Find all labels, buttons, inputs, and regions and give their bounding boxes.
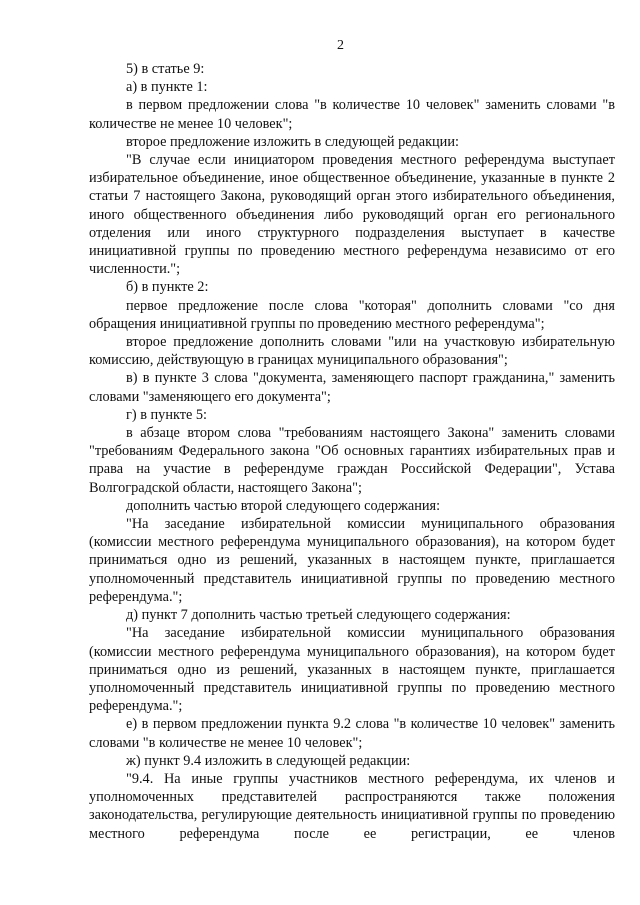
paragraph: д) пункт 7 дополнить частью третьей следующего содержания:	[126, 607, 511, 624]
paragraph: а) в пункте 1:	[126, 79, 208, 96]
paragraph: в абзаце втором слова "требованиям настоящего Закона" заменить словами "требованиям Федерального закона "Об основных гарантиях избирательных прав и права на участие в референдуме граждан Российской Федерации", Устава Волгоградской области, настоящего Закона";	[89, 425, 615, 496]
paragraph: первое предложение после слова "которая" дополнить словами "со дня обращения инициативной группы по проведению местного референдума";	[89, 297, 615, 332]
paragraph: ж) пункт 9.4 изложить в следующей редакции:	[126, 752, 411, 769]
paragraph: в) в пункте 3 слова "документа, заменяющего паспорт гражданина," заменить словами "заменяющего его документа";	[89, 370, 615, 405]
document-body	[89, 60, 615, 843]
paragraph: е) в первом предложении пункта 9.2 слова "в количестве 10 человек" заменить словами "в количестве не менее 10 человек";	[89, 716, 615, 751]
page-number: 2	[337, 38, 344, 53]
paragraph: в первом предложении слова "в количестве 10 человек" заменить словами "в количестве не менее 10 человек";	[89, 97, 615, 132]
paragraph: "9.4. На иные группы участников местного референдума, их членов и уполномоченных представителей распространяются также положения законодательства, регулирующие деятельность инициативной группы по проведению местного референдума после ее регистрации, ее членов	[89, 770, 615, 842]
paragraph: "На заседание избирательной комиссии муниципального образования (комиссии местного референдума муниципального образования), на котором будет приниматься одно из решений, указанных в настоящем пункте, приглашается уполномоченный представитель инициативной группы по проведению местного референдума.";	[89, 625, 615, 715]
paragraph: 5) в статье 9:	[126, 61, 205, 77]
paragraph: "На заседание избирательной комиссии муниципального образования (комиссии местного референдума муниципального образования), на котором будет приниматься одно из решений, указанных в настоящем пункте, приглашается уполномоченный представитель инициативной группы по проведению местного референдума.";	[89, 516, 615, 605]
paragraph: г) в пункте 5:	[126, 406, 208, 423]
paragraph: б) в пункте 2:	[126, 279, 209, 296]
paragraph: второе предложение дополнить словами "или на участковую избирательную комиссию, действующую в границах муниципального образования";	[89, 334, 615, 369]
paragraph: дополнить частью второй следующего содержания:	[126, 497, 441, 514]
paragraph: "В случае если инициатором проведения местного референдума выступает избирательное объединение, иное общественное объединение, указанные в пункте 2 статьи 7 настоящего Закона, руководящий орган этого избирательного объединения, иного общественного объединения либо руководящий орган его регионального отделения или иного структурного подразделения выступает в качестве инициативной группы по проведению местного референдума независимо от его численности.";	[89, 152, 615, 278]
paragraph: второе предложение изложить в следующей редакции:	[126, 133, 459, 150]
